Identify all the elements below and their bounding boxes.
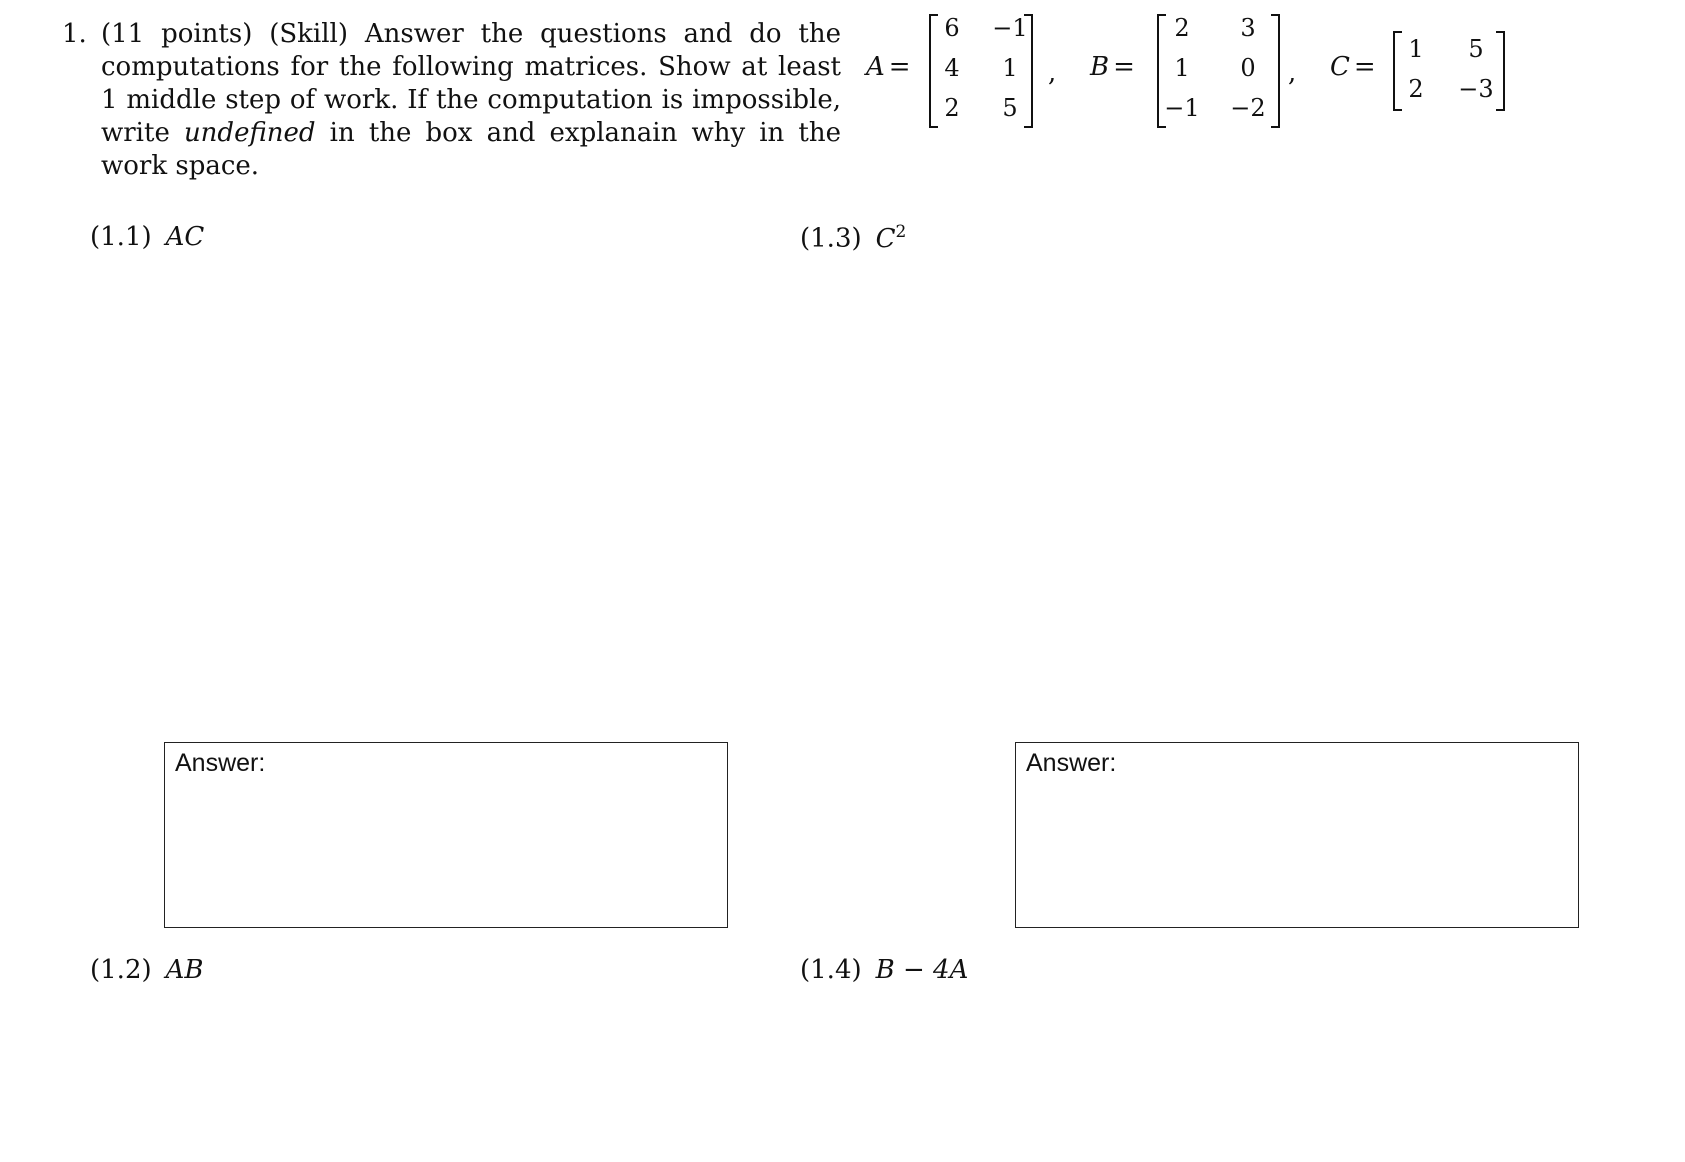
subproblem-1-1: (1.1) AC	[90, 222, 205, 252]
subproblem-1-4: (1.4) B − 4A	[800, 955, 969, 985]
matrix-a-cell: 2	[944, 94, 960, 122]
matrix-b-cell: −2	[1230, 94, 1266, 122]
problem-statement	[101, 18, 841, 183]
matrix-b-cell: 1	[1174, 54, 1190, 82]
matrix-c-label: C =	[1330, 52, 1376, 82]
subproblem-1-2: (1.2) AB	[90, 955, 204, 985]
matrix-a-cell: 5	[1002, 94, 1018, 122]
matrix-a-label: A =	[866, 52, 911, 82]
matrix-a-right-bracket	[1024, 14, 1033, 128]
matrix-b-label: B =	[1090, 52, 1135, 82]
matrix-c-right-bracket	[1496, 31, 1505, 111]
matrix-c-cell: 1	[1408, 35, 1424, 63]
matrix-a-cell: 4	[944, 54, 960, 82]
answer-box-1-1[interactable]	[164, 742, 728, 928]
matrix-b-right-bracket	[1271, 14, 1280, 128]
subproblem-1-3: (1.3) $C^2$	[800, 222, 907, 254]
matrix-separator: ,	[1048, 58, 1057, 88]
matrix-c-cell: 5	[1468, 35, 1484, 63]
problem-number: 1.	[62, 19, 87, 49]
problem-text-emphasis: undefined	[183, 118, 316, 148]
matrix-b-cell: −1	[1164, 94, 1200, 122]
matrix-b-cell: 0	[1240, 54, 1256, 82]
matrix-c-cell: 2	[1408, 75, 1424, 103]
matrix-a-cell: 6	[944, 14, 960, 42]
matrix-c-cell: −3	[1458, 75, 1494, 103]
problem-text-end: in the box and explanain why in the work space.	[101, 118, 841, 181]
answer-label: Answer:	[175, 749, 266, 777]
matrix-a-cell: 1	[1002, 54, 1018, 82]
answer-box-1-3[interactable]	[1015, 742, 1579, 928]
matrix-separator: ,	[1288, 58, 1297, 88]
answer-label: Answer:	[1026, 749, 1117, 777]
matrix-b-cell: 3	[1240, 14, 1256, 42]
matrix-b-cell: 2	[1174, 14, 1190, 42]
matrix-a-cell: −1	[992, 14, 1028, 42]
problem-text-main: (11 points) (Skill) Answer the questions and do the computations for the following matrices. Show at least 1 middle step of work. If the computation is impossible, write	[101, 19, 841, 148]
